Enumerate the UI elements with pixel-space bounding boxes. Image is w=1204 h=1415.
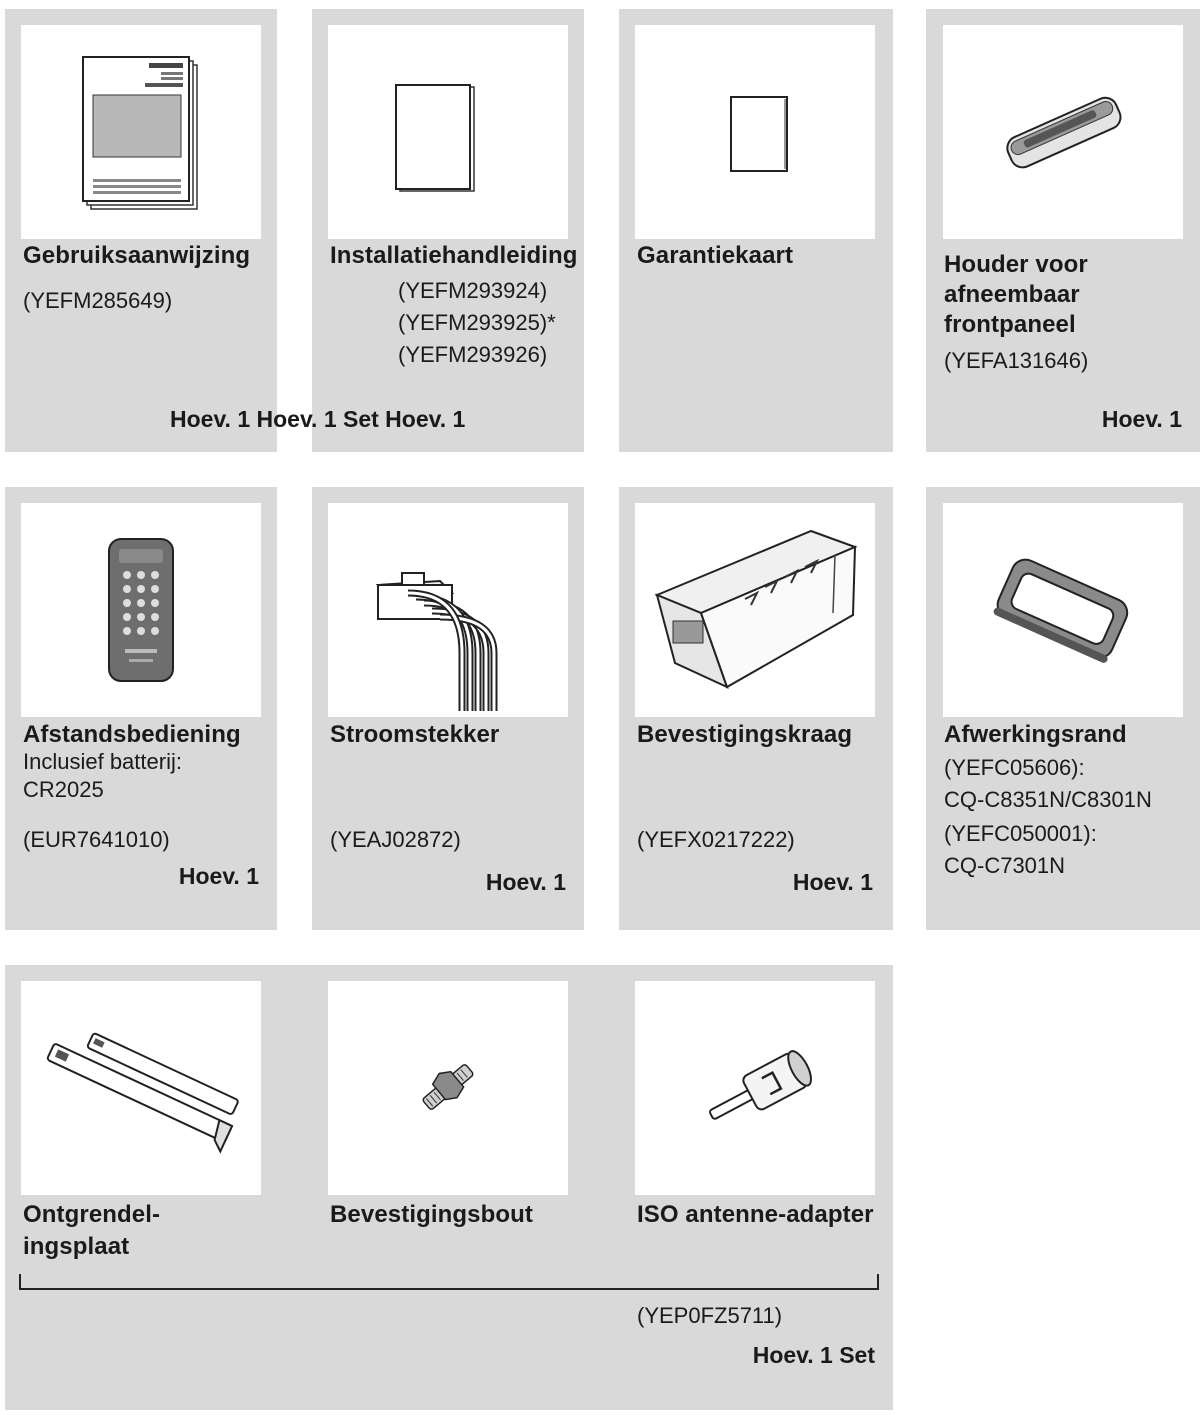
- card-power-connector: [312, 487, 584, 930]
- item-part-number: (YEFM285649): [23, 288, 173, 313]
- item-model: CQ-C8351N/C8301N: [944, 787, 1152, 812]
- item-quantity: Hoev. 1: [1101, 406, 1182, 432]
- card-accessory-set: [5, 965, 893, 1410]
- mounting-collar-icon: [635, 503, 875, 717]
- faceplate-case-image: [943, 25, 1183, 239]
- item-part-number: (YEFM293926): [398, 342, 548, 367]
- trim-plate-image: [943, 503, 1183, 717]
- item-model: CQ-C7301N: [944, 853, 1066, 878]
- item-quantity: Hoev. 1: [792, 869, 873, 895]
- faceplate-case-icon: [943, 25, 1183, 239]
- card-instruction-manual: [5, 9, 277, 452]
- item-title: Bevestigingskraag: [637, 721, 853, 748]
- group-quantity: Hoev. 1 Set: [752, 1342, 875, 1368]
- instruction-manual-icon: [21, 25, 261, 239]
- item-title: Bevestigingsbout: [330, 1201, 533, 1228]
- item-quantity: Hoev. 1: [178, 863, 259, 889]
- item-part-number: (YEAJ02872): [330, 827, 461, 852]
- item-part-number: (YEFM293925)*: [398, 310, 556, 335]
- iso-antenna-adapter-icon: [635, 981, 875, 1195]
- item-title: Afstandsbediening: [23, 721, 241, 748]
- remote-control-icon: [21, 503, 261, 717]
- item-title: afneembaar: [944, 281, 1080, 308]
- warranty-card-icon: [635, 25, 875, 239]
- mounting-collar-image: [635, 503, 875, 717]
- item-title: Ontgrendel-: [23, 1201, 161, 1228]
- item-note: CR2025: [23, 777, 104, 802]
- trim-plate-icon: [943, 503, 1183, 717]
- remote-control-image: [21, 503, 261, 717]
- row1-quantity-line: Hoev. 1 Hoev. 1 Set Hoev. 1: [170, 406, 466, 432]
- power-connector-image: [328, 503, 568, 717]
- item-title: Gebruiksaanwijzing: [23, 242, 251, 269]
- group-part-number: (YEP0FZ5711): [637, 1303, 783, 1328]
- power-connector-icon: [328, 503, 568, 717]
- item-quantity: Hoev. 1: [485, 869, 566, 895]
- item-part-number: (YEFA131646): [944, 348, 1089, 373]
- card-warranty-card: [619, 9, 893, 452]
- item-title: Garantiekaart: [637, 242, 794, 269]
- item-part-number: (YEFC050001):: [944, 821, 1097, 846]
- item-title: ISO antenne-adapter: [637, 1201, 874, 1228]
- card-faceplate-case: [926, 9, 1200, 452]
- item-part-number: (YEFM293924): [398, 278, 548, 303]
- item-title: Afwerkingsrand: [944, 721, 1127, 748]
- warranty-card-image: [635, 25, 875, 239]
- item-title: Houder voor: [944, 251, 1088, 278]
- item-title: Installatiehandleiding: [330, 242, 578, 269]
- group-bracket: [19, 1274, 879, 1290]
- item-title: ingsplaat: [23, 1233, 130, 1260]
- item-part-number: (YEFX0217222): [637, 827, 795, 852]
- card-trim-plate: [926, 487, 1200, 930]
- removal-tool-image: [21, 981, 261, 1195]
- item-title: Stroomstekker: [330, 721, 500, 748]
- mounting-bolt-icon: [328, 981, 568, 1195]
- item-title: frontpaneel: [944, 311, 1076, 338]
- removal-tool-icon: [21, 981, 261, 1195]
- installation-manual-icon: [328, 25, 568, 239]
- iso-antenna-adapter-image: [635, 981, 875, 1195]
- card-mounting-collar: [619, 487, 893, 930]
- instruction-manual-image: [21, 25, 261, 239]
- card-installation-manual: [312, 9, 584, 452]
- item-part-number: (YEFC05606):: [944, 755, 1085, 780]
- card-remote-control: [5, 487, 277, 930]
- item-note: Inclusief batterij:: [23, 749, 182, 774]
- item-part-number: (EUR7641010): [23, 827, 170, 852]
- mounting-bolt-image: [328, 981, 568, 1195]
- installation-manual-image: [328, 25, 568, 239]
